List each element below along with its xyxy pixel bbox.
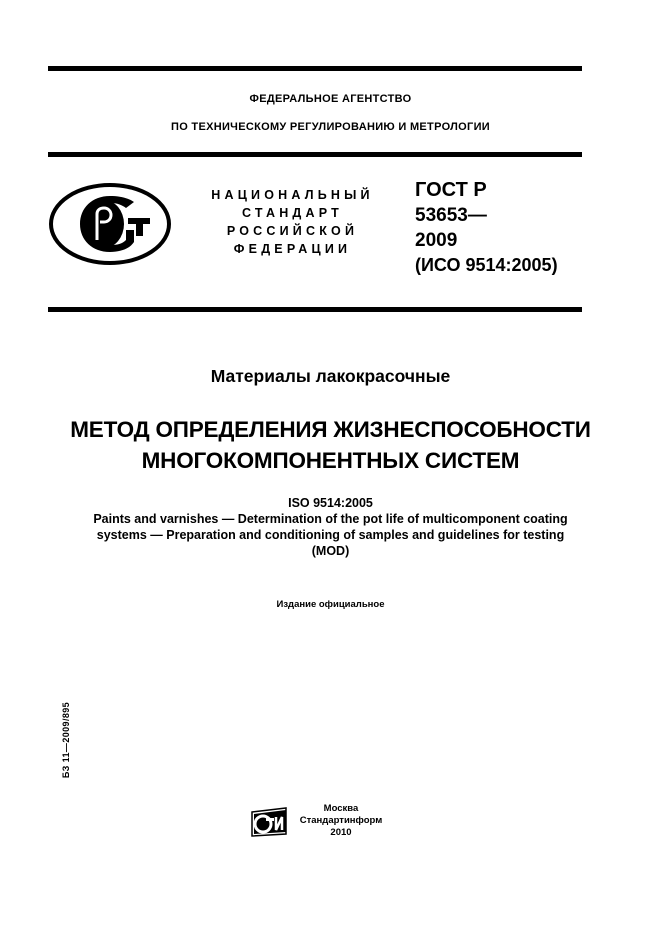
designation-line: (ИСО 9514:2005) [415, 255, 558, 275]
national-standard-line: ФЕДЕРАЦИИ [233, 242, 352, 256]
national-standard-line: СТАНДАРТ [242, 206, 343, 220]
iso-title-line: Paints and varnishes — Determination of the pot life of multicomponent coating [93, 512, 568, 526]
document-title-line1: МЕТОД ОПРЕДЕЛЕНИЯ ЖИЗНЕСПОСОБНОСТИ [70, 417, 591, 442]
iso-title-line: (MOD) [311, 544, 350, 558]
national-standard-line: НАЦИОНАЛЬНЫЙ [211, 188, 374, 202]
official-edition-label: Издание официальное [276, 599, 385, 610]
iso-number: ISO 9514:2005 [288, 496, 373, 510]
standard-block-rule [48, 307, 582, 312]
iso-title-line: systems — Preparation and conditioning of samples and guidelines for testing [96, 528, 565, 542]
top-rule [48, 66, 582, 71]
agency-name-line2: ПО ТЕХНИЧЕСКОМУ РЕГУЛИРОВАНИЮ И МЕТРОЛОГИИ [171, 121, 490, 133]
document-title-line2: МНОГОКОМПОНЕНТНЫХ СИСТЕМ [141, 448, 520, 473]
publication-year: 2010 [330, 827, 352, 838]
designation-line: ГОСТ Р [415, 179, 487, 201]
subject-heading: Материалы лакокрасочные [210, 366, 451, 386]
standartinform-logo-icon [246, 806, 292, 838]
designation-line: 53653— [415, 205, 487, 226]
standard-designation [415, 178, 558, 278]
rst-certification-mark-icon [48, 182, 172, 266]
designation-line: 2009 [415, 230, 458, 251]
publisher-info [296, 803, 386, 839]
national-standard-line: РОССИЙСКОЙ [226, 224, 359, 238]
publisher-city: Москва [323, 803, 359, 814]
national-standard-label [205, 186, 380, 258]
publisher-name: Стандартинформ [299, 815, 383, 826]
header-rule [48, 152, 582, 157]
agency-name-line1: ФЕДЕРАЛЬНОЕ АГЕНТСТВО [249, 93, 412, 105]
side-code: БЗ 11—2009/895 [61, 701, 71, 779]
